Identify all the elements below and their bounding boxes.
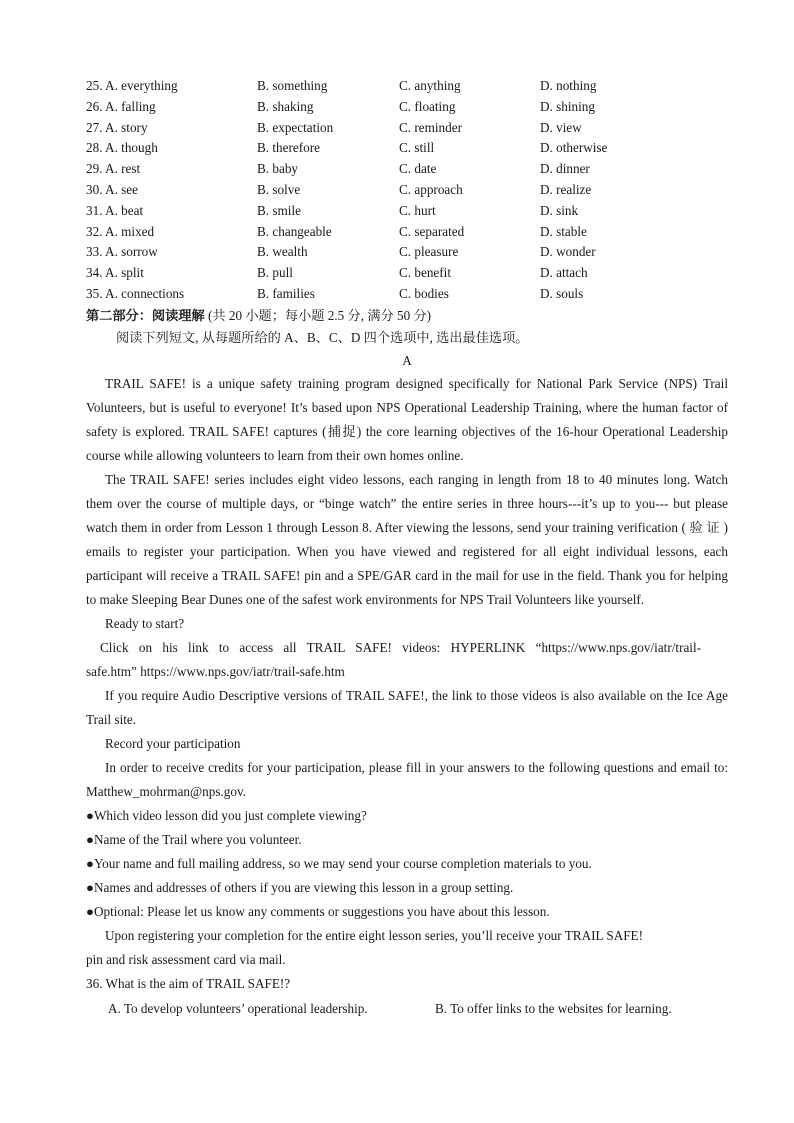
option-a: 35. A. connections	[86, 285, 185, 301]
list-item: ●Which video lesson did you just complete viewing?	[86, 807, 367, 823]
option-a: 29. A. rest	[86, 161, 141, 177]
options-row-31	[86, 201, 728, 222]
option-c: C. floating	[399, 98, 456, 114]
section-instruction: 阅读下列短文, 从每题所给的 A、B、C、D 四个选项中, 选出最佳选项。	[116, 329, 529, 345]
options-row-32	[86, 222, 728, 243]
section-title: 第二部分：阅读理解	[86, 307, 205, 323]
option-a: 28. A. though	[86, 140, 158, 156]
list-item: ●Your name and full mailing address, so we may send your course completion materials to you.	[86, 855, 592, 871]
option-a: 32. A. mixed	[86, 223, 155, 239]
question-36-option-a: A. To develop volunteers’ operational leadership.	[108, 1000, 368, 1016]
options-row-28	[86, 138, 728, 159]
options-row-33	[86, 242, 728, 263]
option-c: C. pleasure	[399, 244, 459, 260]
record-heading: Record your participation	[105, 735, 241, 751]
option-b: B. solve	[257, 181, 301, 197]
section-heading	[86, 305, 728, 326]
option-a: 34. A. split	[86, 265, 144, 281]
option-c: C. still	[399, 140, 435, 156]
options-row-25	[86, 76, 728, 97]
options-row-34	[86, 263, 728, 284]
option-d: D. shining	[540, 98, 595, 114]
option-a: 31. A. beat	[86, 202, 144, 218]
option-d: D. sink	[540, 202, 579, 218]
option-a: 26. A. falling	[86, 98, 156, 114]
question-36-options	[86, 996, 728, 1022]
option-a: 30. A. see	[86, 181, 139, 197]
section-scoring: (共 20 小题；每小题 2.5 分, 满分 50 分)	[204, 307, 432, 323]
option-d: D. souls	[540, 285, 584, 301]
option-c: C. separated	[399, 223, 465, 239]
option-b: B. shaking	[257, 98, 314, 114]
option-a: 33. A. sorrow	[86, 244, 158, 260]
options-row-29	[86, 159, 728, 180]
video-link-line: Click on his link to access all TRAIL SAFE! videos: HYPERLINK “https://www.nps.gov/iatr/trail-	[100, 639, 702, 655]
option-d: D. attach	[540, 265, 588, 281]
completion-line-1: Upon registering your completion for the entire eight lesson series, you’ll receive your TRAIL SAFE!	[105, 927, 643, 943]
list-item: ●Name of the Trail where you volunteer.	[86, 831, 302, 847]
options-row-26	[86, 97, 728, 118]
option-d: D. stable	[540, 223, 587, 239]
ready-heading: Ready to start?	[105, 615, 185, 631]
options-row-27	[86, 118, 728, 139]
passage-paragraph-4: In order to receive credits for your participation, please fill in your answers to the following questions and email to: Matthew_mohrman@nps.gov.	[86, 759, 728, 799]
option-c: C. benefit	[399, 265, 452, 281]
list-item: ●Optional: Please let us know any comments or suggestions you have about this lesson.	[86, 903, 550, 919]
question-36-option-b: B. To offer links to the websites for learning.	[435, 1000, 672, 1016]
option-c: C. bodies	[399, 285, 449, 301]
option-b: B. baby	[257, 161, 299, 177]
option-d: D. nothing	[540, 78, 597, 93]
completion-line-2: pin and risk assessment card via mail.	[86, 951, 286, 967]
option-b: B. wealth	[257, 244, 308, 260]
option-c: C. hurt	[399, 202, 436, 218]
option-c: C. approach	[399, 181, 463, 197]
option-d: D. view	[540, 119, 582, 135]
passage-label: A	[402, 352, 412, 368]
option-b: B. expectation	[257, 119, 334, 135]
option-c: C. reminder	[399, 119, 462, 135]
option-d: D. wonder	[540, 244, 596, 260]
option-c: C. anything	[399, 78, 461, 93]
video-link-url: safe.htm” https://www.nps.gov/iatr/trail-safe.htm	[86, 663, 345, 679]
option-b: B. therefore	[257, 140, 320, 156]
cloze-options-table	[86, 76, 728, 305]
option-d: D. realize	[540, 181, 592, 197]
options-row-30	[86, 180, 728, 201]
passage-paragraph-2: The TRAIL SAFE! series includes eight video lessons, each ranging in length from 18 to 40 minutes long. Watch them over the course of multiple days, or “binge watch” the entire series in three hours---it’s up to you--- but please watch them in order from Lesson 1 through Lesson 8. After viewing the lessons, send your training verification ( 验 证 ) emails to register your participation. When you have viewed and registered for all eight individual lessons, each participant will receive a TRAIL SAFE! pin and a SPE/GAR card in the mail for use in the field. Thank you for helping to make Sleeping Bear Dunes one of the safest work environments for NPS Trail Volunteers like yourself.	[86, 471, 728, 607]
option-b: B. smile	[257, 202, 301, 218]
option-b: B. changeable	[257, 223, 332, 239]
options-row-35	[86, 284, 728, 305]
option-a: 25. A. everything	[86, 78, 178, 93]
option-b: B. pull	[257, 265, 293, 281]
option-b: B. families	[257, 285, 315, 301]
option-a: 27. A. story	[86, 119, 148, 135]
question-36-stem: 36. What is the aim of TRAIL SAFE!?	[86, 975, 291, 991]
passage-paragraph-1: TRAIL SAFE! is a unique safety training program designed specifically for National Park Service (NPS) Trail Volunteers, but is useful to everyone! It’s based upon NPS Operational Leadership Training, where the human factor of safety is explored. TRAIL SAFE! captures (捕捉) the core learning objectives of the 16-hour Operational Leadership course while allowing volunteers to learn from their own homes online.	[86, 375, 728, 463]
option-b: B. something	[257, 78, 328, 93]
option-d: D. otherwise	[540, 140, 608, 156]
option-c: C. date	[399, 161, 437, 177]
page-content	[86, 76, 728, 1022]
list-item: ●Names and addresses of others if you are viewing this lesson in a group setting.	[86, 879, 514, 895]
option-d: D. dinner	[540, 161, 590, 177]
requirements-list	[86, 804, 728, 924]
passage-paragraph-3: If you require Audio Descriptive versions of TRAIL SAFE!, the link to those videos is also available on the Ice Age Trail site.	[86, 687, 728, 727]
